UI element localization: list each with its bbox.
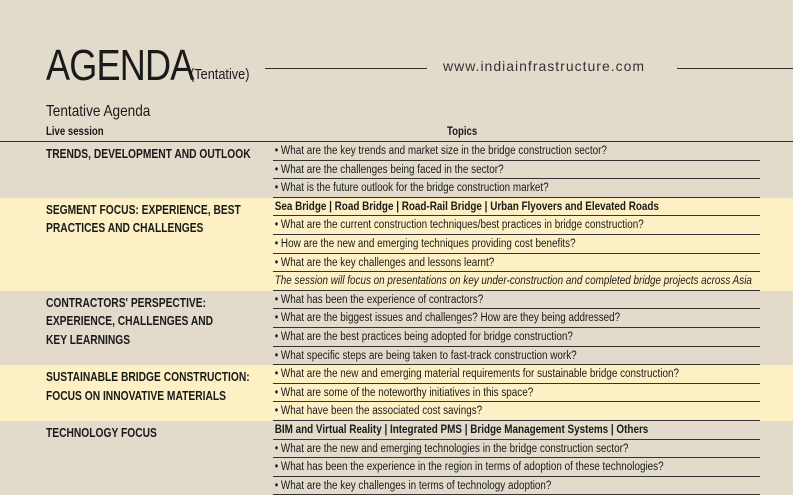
topic-row	[273, 216, 760, 235]
topic-row	[273, 384, 760, 403]
topic-text: • How are the new and emerging techniques providing cost benefits?	[274, 237, 576, 250]
column-header-session: Live session	[46, 124, 104, 138]
topic-text: • What are some of the noteworthy initiatives in this space?	[274, 386, 534, 399]
agenda-table	[0, 141, 793, 495]
session-label-line: KEY LEARNINGS	[46, 332, 131, 347]
topic-row	[273, 365, 760, 384]
page-header	[0, 0, 793, 100]
session-label-line: SEGMENT FOCUS: EXPERIENCE, BEST	[46, 202, 241, 217]
topic-text: • What is the future outlook for the bridge construction market?	[274, 182, 549, 195]
agenda-section	[0, 291, 793, 365]
topic-row	[273, 254, 760, 273]
topic-category-row	[273, 198, 760, 217]
agenda-section	[0, 198, 793, 291]
topic-note-row	[273, 272, 760, 291]
topic-row	[273, 235, 760, 254]
topic-text: • What are the key challenges in terms of technology adoption?	[274, 479, 552, 492]
topic-text: • What specific steps are being taken to fast-track construction work?	[274, 349, 577, 362]
session-label-line: EXPERIENCE, CHALLENGES AND	[46, 314, 214, 329]
header-rule-left	[265, 68, 427, 69]
topic-text: • What has been the experience in the region in terms of adoption of these technologies?	[274, 461, 664, 474]
topic-text: • What are the current construction techniques/best practices in bridge construction?	[274, 219, 644, 232]
topic-text: • What has been the experience of contractors?	[274, 293, 484, 306]
topic-text: • What are the key challenges and lessons learnt?	[274, 256, 495, 269]
session-label	[46, 201, 241, 238]
topic-text: • What are the biggest issues and challenges? How are they being addressed?	[274, 312, 621, 325]
topic-row	[273, 328, 760, 347]
topic-category-row	[273, 421, 760, 440]
session-label-line: CONTRACTORS' PERSPECTIVE:	[46, 295, 207, 310]
topic-text: • What are the new and emerging technologies in the bridge construction sector?	[274, 442, 629, 455]
topic-text: The session will focus on presentations on key under-construction and completed bridge projects across Asia	[274, 275, 752, 288]
website-link[interactable]: www.indiainfrastructure.com	[443, 58, 646, 74]
topic-row	[273, 402, 760, 421]
column-header-topics: Topics	[447, 124, 478, 138]
session-label	[46, 294, 218, 350]
topic-row	[273, 347, 760, 366]
topic-row	[273, 161, 760, 180]
agenda-section	[0, 365, 793, 421]
topic-text: • What are the key trends and market size in the bridge construction sector?	[274, 145, 607, 157]
session-label	[46, 368, 250, 405]
topic-row	[273, 458, 760, 477]
agenda-section	[0, 142, 793, 198]
topic-text: • What are the challenges being faced in the sector?	[274, 163, 504, 176]
topic-text: • What have been the associated cost savings?	[274, 405, 483, 418]
session-label-line: FOCUS ON INNOVATIVE MATERIALS	[46, 388, 226, 403]
topic-text: • What are the new and emerging material requirements for sustainable bridge construction?	[274, 368, 679, 381]
topic-row	[273, 477, 760, 495]
topic-text: • What are the best practices being adopted for bridge construction?	[274, 330, 573, 343]
topic-row	[273, 142, 760, 161]
session-label	[46, 424, 218, 443]
header-rule-right	[677, 68, 793, 69]
topic-row	[273, 309, 760, 328]
agenda-section	[0, 421, 793, 495]
topic-text: Sea Bridge | Road Bridge | Road-Rail Bridge | Urban Flyovers and Elevated Roads	[274, 200, 659, 213]
topic-row	[273, 179, 760, 198]
topic-row	[273, 291, 760, 310]
tentative-label: (Tentative)	[190, 66, 250, 83]
agenda-subtitle: Tentative Agenda	[46, 103, 151, 120]
topic-row	[273, 440, 760, 459]
session-label-line: SUSTAINABLE BRIDGE CONSTRUCTION:	[46, 370, 250, 385]
session-label-line: PRACTICES AND CHALLENGES	[46, 221, 204, 236]
session-label-line: TRENDS, DEVELOPMENT AND OUTLOOK	[46, 147, 251, 161]
topic-text: BIM and Virtual Reality | Integrated PMS | Bridge Management Systems | Others	[274, 423, 649, 436]
session-label	[46, 145, 251, 164]
session-label-line: TECHNOLOGY FOCUS	[46, 425, 157, 440]
agenda-title: AGENDA	[46, 41, 194, 90]
